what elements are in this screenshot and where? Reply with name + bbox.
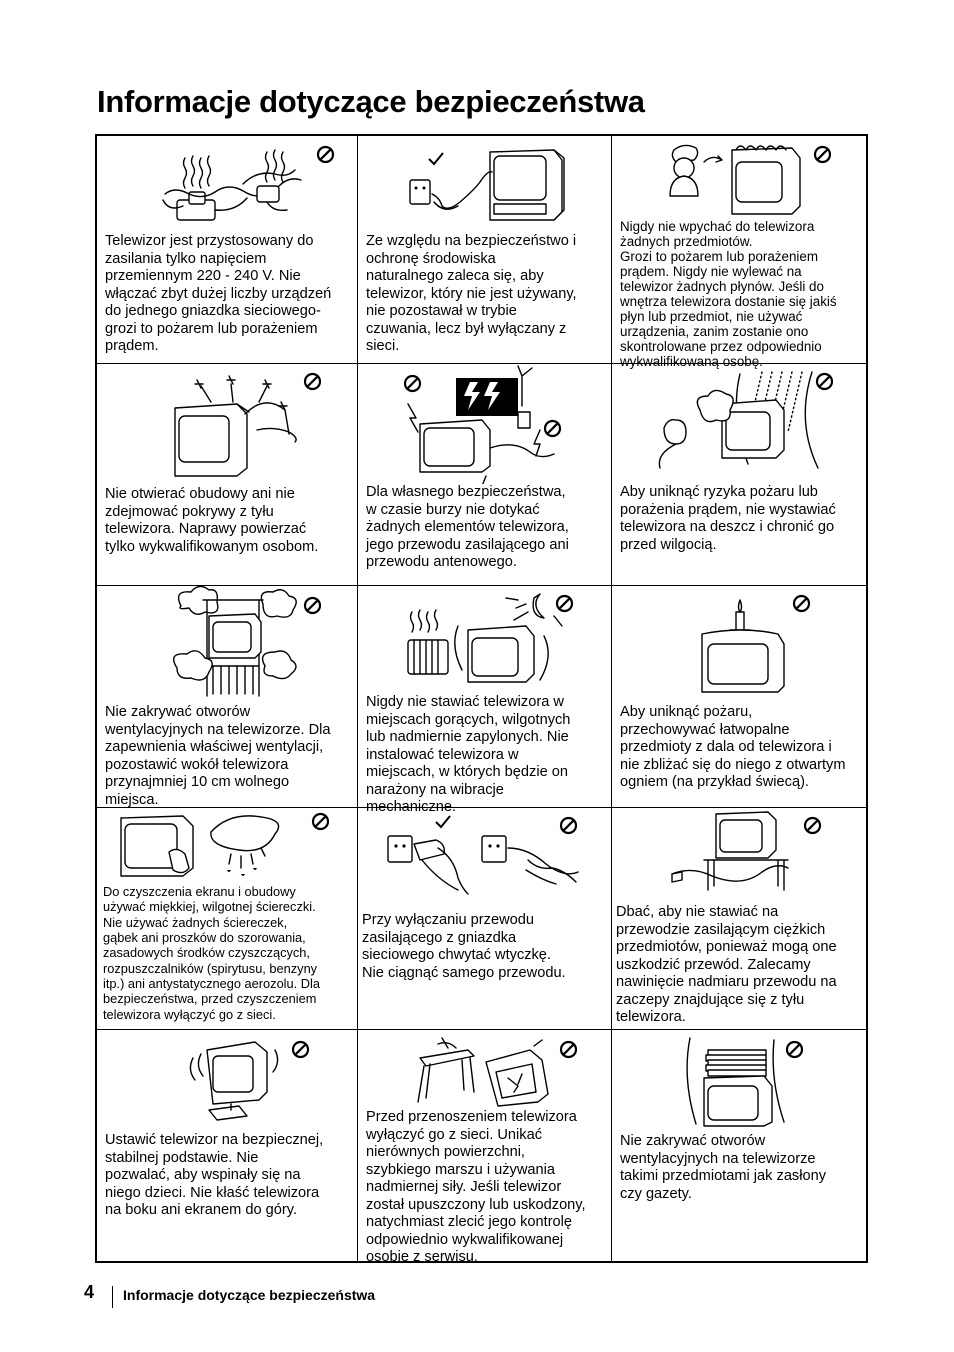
cell-objects-liquids [612,136,868,369]
cell-text: Aby uniknąć pożaru, przechowywać łatwopalne przedmioty z dala od telewizora i nie zbliżać się do niego z otwartym ogniem (na przykład świecą). [620,704,846,790]
cell-text: Nie zakrywać otworów wentylacyjnych na telewizorze takimi przedmiotami jak zasłony czy gazety. [620,1133,827,1202]
footer-section-title: Informacje dotyczące bezpieczeństwa [123,1287,376,1303]
heat-waves [184,150,285,188]
cell-text: Nie zakrywać otworów wentylacyjnych na telewizorze. Dla zapewnienia właściwej wentylacji, pozostawić wokół telewizora przynajmniej 10 cm wolnego miejsca. [105,704,331,808]
cell-text: Dbać, aby nie stawiać na przewodzie zasilającym ciężkich przedmiotów, ponieważ mogą one uszkodzić przewód. Zalecamy nawinięcie nadmiaru przewodu na zaczepy znajdujące się z tyłu telewizora. [616,904,837,1025]
cell-ventilation [97,586,358,808]
prohibited-sign-icon [316,145,335,164]
prohibited-sign-icon [815,372,834,391]
cell-candle [612,586,868,808]
cell-heat [358,586,612,815]
check-mark-icon [434,814,452,830]
cell-cord [612,808,868,1030]
prohibited-sign-icon [403,374,422,393]
cell-rain [612,364,868,586]
cell-text: Do czyszczenia ekranu i obudowy używać miękkiej, wilgotnej ściereczki. Nie używać żadnych ściereczek, gąbek ani proszków do szorowania, zasadowych środków czyszczących, rozpuszczalników (spirytusu, benzyny itp.) ani antystatycznego aerozolu. Dla bezpieczeństwa, przed czyszczeniem telewizora wyłączyć go z sieci. [103,884,320,1022]
cell-moving [358,1030,612,1263]
cell-text: Nigdy nie stawiać telewizora w miejscach gorących, wilgotnych lub nadmiernie zapylonych. Nie instalować telewizora w miejscach, w których będzie on narażony na wibracje mechaniczne. [366,694,571,815]
cell-text: Telewizor jest przystosowany do zasilania tylko napięciem przemiennym 220 - 240 V. Nie włączać zbyt dużej liczby urządzeń do jednego gniazdka sieciowego- grozi to pożarem lub porażeniem prądem. [105,233,332,354]
prohibited-sign-icon [785,1040,804,1059]
prohibited-sign-icon [543,419,562,438]
safety-grid [95,134,868,1263]
prohibited-sign-icon [303,372,322,391]
cell-cabinet [97,364,358,586]
prohibited-sign-icon [792,594,811,613]
cell-voltage [97,136,358,364]
cell-plug [358,808,612,1030]
cell-curtains [612,1030,868,1263]
cell-standby [358,136,612,364]
cell-cleaning [97,808,358,1030]
prohibited-sign-icon [803,816,822,835]
tv-on-cord-illustration [612,808,868,898]
cell-text: Przy wyłączaniu przewodu zasilającego z gniazdka sieciowego chwytać wtyczkę. Nie ciągnąć samego przewodu. [362,912,566,981]
cell-stable [97,1030,358,1263]
prohibited-sign-icon [559,816,578,835]
cell-text: Dla własnego bezpieczeństwa, w czasie burzy nie dotykać żadnych elementów telewizora, jego przewodu zasilającego ani przewodu antenowego. [366,484,569,570]
check-mark-icon [427,151,445,167]
cell-text: Nie otwierać obudowy ani nie zdejmować pokrywy z tyłu telewizora. Naprawy powierzać tylko wykwalifikowanym osobom. [105,486,319,555]
candle-on-tv-illustration [612,586,868,696]
prohibited-sign-icon [555,594,574,613]
tv-unplugged-illustration [358,136,612,236]
page-title: Informacje dotyczące bezpieczeństwa [97,84,645,119]
prohibited-sign-icon [303,596,322,615]
prohibited-sign-icon [311,812,330,831]
cell-text: Ustawić telewizor na bezpiecznej, stabilnej podstawie. Nie pozwalać, aby wspinały się na niego dzieci. Nie kłaść telewizora na boku ani ekranem do góry. [105,1132,324,1218]
cell-text: Aby uniknąć ryzyka pożaru lub porażenia prądem, nie wystawiać telewizora na deszcz i chronić go przed wilgocią. [620,484,836,553]
prohibited-sign-icon [559,1040,578,1059]
covered-tv-illustration [612,1030,868,1130]
cell-text: Przed przenoszeniem telewizora wyłączyć go z sieci. Unikać nierównych powierzchni, szybkiego marszu i używania nadmiernej siły. Jeśli telewizor został upuszczony lub uskodzony, natychmiast zlecić jego kontrolę odpowiednio wykwalifikowanej osobie z serwisu. [366,1109,586,1265]
cell-text: Ze względu na bezpieczeństwo i ochronę środowiska naturalnego zaleca się, aby telewizor, który nie jest używany, nie pozostawał w trybie czuwania, lecz był wyłączany z sieci. [366,233,577,354]
prohibited-sign-icon [291,1040,310,1059]
cell-storm [358,364,612,586]
footer-divider [112,1286,113,1308]
prohibited-sign-icon [813,145,832,164]
lightning-storm-illustration [358,364,612,484]
cell-text: Nigdy nie wpychać do telewizora żadnych przedmiotów. Grozi to pożarem lub porażeniem prądem. Nigdy nie wylewać na telewizor żadnych płynów. Jeśli do wnętrza telewizora dostanie się jakiś płyn lub przedmiot, nie używać urządzenia, zanim zostanie ono skontrolowane przez odpowiednio wykwalifikowaną osobę. [620,219,837,369]
page-number: 4 [84,1282,95,1302]
unstable-tv-illustration [97,1030,358,1130]
